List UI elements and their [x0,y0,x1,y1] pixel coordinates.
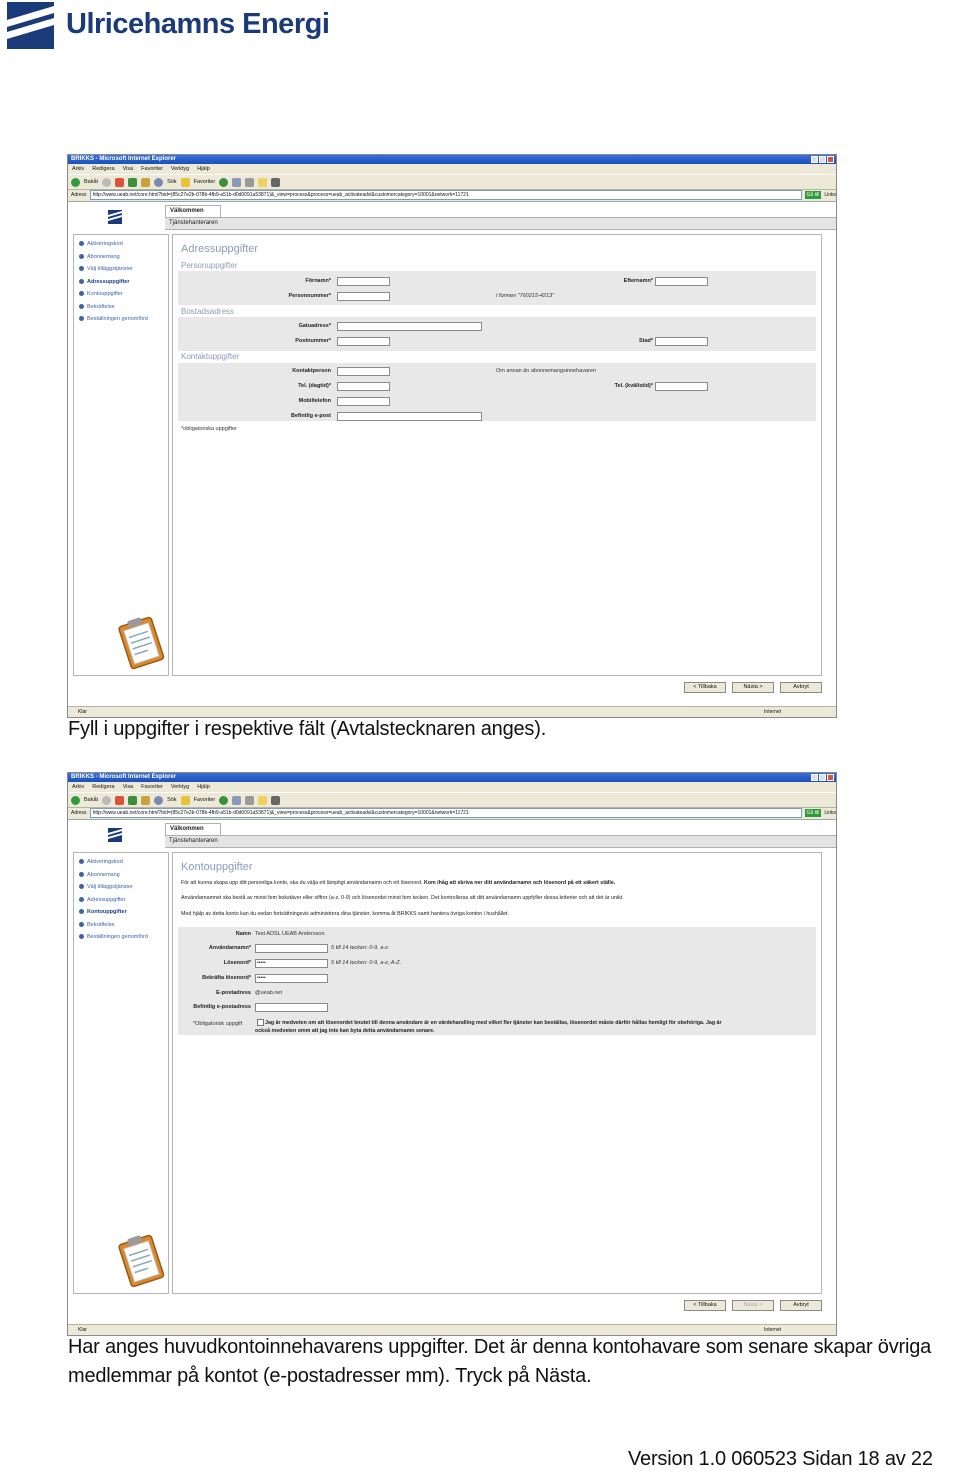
bullet-icon [79,922,84,927]
browser-toolbar [68,792,836,808]
close-icon[interactable] [827,156,834,163]
minimize-icon[interactable] [811,774,818,781]
menu-item[interactable]: Redigera [92,166,115,172]
email-label: E-postadress [216,990,251,996]
go-button[interactable]: Gå till [806,809,820,816]
username-input[interactable] [255,944,328,953]
forward-arrow-icon[interactable] [102,178,111,187]
print-icon[interactable] [245,796,254,805]
phone-evening-label: Tel. (kvällstid)* [614,383,653,389]
company-logo-text: Ulricehamns Energi [66,8,330,40]
bullet-icon [79,291,84,296]
caption-2-line-1: Har anges huvudkontoinnehavarens uppgifter. Det är denna kontohavare som senare skapar övriga [68,1336,932,1358]
status-text: Klar [78,1327,87,1333]
bullet-icon [79,909,84,914]
status-bar [68,1324,836,1335]
bullet-icon [79,254,84,259]
contact-input[interactable] [337,367,390,376]
mail-icon[interactable] [232,796,241,805]
phone-day-input[interactable] [337,382,390,391]
app-logo-icon [108,828,122,842]
search-button-label[interactable]: Sök [167,179,177,185]
required-note: *obligatoriska uppgifter [181,426,237,432]
personnr-hint: I formen "760215-4213" [496,293,555,299]
bullet-icon [79,316,84,321]
clipboard-icon [112,1231,170,1289]
nav-item-addons[interactable]: Välj tilläggstjänster [79,884,133,890]
tools-icon[interactable] [271,796,280,805]
back-button[interactable]: < Tillbaka [684,682,726,693]
tab-welcome[interactable]: Välkommen [165,205,221,217]
phone-evening-input[interactable] [655,382,708,391]
links-label[interactable]: Links [824,191,836,198]
status-zone: Internet [764,709,781,715]
cancel-button[interactable]: Avbryt [780,682,822,693]
search-icon[interactable] [154,178,163,187]
links-label[interactable]: Links [824,809,836,816]
lastname-input[interactable] [655,277,708,286]
favorites-button-label[interactable]: Favoriter [193,179,216,185]
back-button-label[interactable]: Bakåt [84,797,99,803]
tab-service-manager[interactable]: Tjänstehanteraren [165,217,836,230]
menu-item[interactable]: Visa [122,784,134,790]
account-form [172,852,822,1294]
personnr-label: Personnummer* [288,293,331,299]
address-form [172,234,822,676]
history-icon[interactable] [219,796,228,805]
favorites-star-icon[interactable] [181,796,190,805]
menu-bar [68,164,836,174]
browser-toolbar [68,174,836,190]
refresh-icon[interactable] [128,178,137,187]
nav-item-account[interactable]: Kontouppgifter [79,291,123,297]
contact-label: Kontaktperson [292,368,331,374]
wizard-buttons [684,682,822,693]
caption-2-line-2: medlemmar på kontot (e-postadresser mm). Tryck på Nästa. [68,1365,592,1387]
bullet-icon [79,266,84,271]
menu-item[interactable]: Favoriter [141,784,163,790]
bullet-icon [79,241,84,246]
email-value: @ueab.net [255,990,282,996]
tab-service-manager[interactable]: Tjänstehanteraren [165,835,836,848]
refresh-icon[interactable] [128,796,137,805]
nav-item-address[interactable]: Adressuppgifter [79,279,129,285]
menu-bar [68,782,836,792]
name-value: Test ADSL UEAB Andersson [255,931,325,937]
firstname-input[interactable] [337,277,390,286]
username-hint: 5 till 14 tecken: 0-9, a-z. [331,945,390,951]
nav-item-completed[interactable]: Beställningen genomförd [79,316,148,322]
bullet-icon [79,304,84,309]
wizard-buttons [684,1300,822,1311]
personal-band [178,271,816,305]
menu-item[interactable]: Verktyg [170,784,190,790]
menu-item[interactable]: Visa [122,166,134,172]
next-button[interactable]: Nästa > [732,682,774,693]
home-icon[interactable] [141,178,150,187]
maximize-icon[interactable] [819,156,826,163]
street-label: Gatuadress* [298,323,331,329]
mail-icon[interactable] [232,178,241,187]
zip-label: Postnummer* [295,338,331,344]
window-titlebar [68,155,836,164]
nav-item-subscription[interactable]: Abonnemang [79,254,120,260]
existing-email-input[interactable] [255,1003,328,1012]
consent-text: Jag är medveten om att lösenordet knutet till denna användare är en värdehandling med vilket fler tjänster kan beställas, lösenordet måste därför hållas hemligt för obehöriga. Jag är också medveten omm att jag inte kan byta detta användarnamn senare. [255,1020,722,1034]
page-title: Kontouppgifter [181,861,253,873]
status-bar [68,706,836,717]
firstname-label: Förnamn* [305,278,331,284]
address-bar [68,807,836,818]
address-bar [68,189,836,200]
name-label: Namn [235,931,251,937]
search-icon[interactable] [154,796,163,805]
bullet-icon [79,897,84,902]
mobile-input[interactable] [337,397,390,406]
address-input[interactable]: http://www.ueab.net/core.html?bid=(85c27e2b-078b-4fb9-a51b-d0d0091a53871)&_view=process&process=ueab_activateadsl&customercategory=10001&network=11721 [90,808,802,818]
lastname-label: Efternamn* [623,278,653,284]
menu-item[interactable]: Hjälp [197,166,210,172]
email-label: Befintlig e-post [290,413,331,419]
menu-item[interactable]: Arkiv [72,784,85,790]
tab-welcome[interactable]: Välkommen [165,823,221,835]
window-title: BRIKKS - Microsoft Internet Explorer [71,774,177,780]
wizard-nav [73,234,169,676]
page-footer: Version 1.0 060523 Sidan 18 av 22 [628,1448,933,1470]
email-input[interactable] [337,412,482,421]
favorites-star-icon[interactable] [181,178,190,187]
tools-icon[interactable] [271,178,280,187]
back-button[interactable]: < Tillbaka [684,1300,726,1311]
menu-item[interactable]: Arkiv [72,166,85,172]
password-label: Lösenord* [223,960,251,966]
bullet-icon [79,872,84,877]
page-title: Adressuppgifter [181,243,259,255]
menu-item[interactable]: Verktyg [170,166,190,172]
back-arrow-icon[interactable] [71,178,80,187]
back-arrow-icon[interactable] [71,796,80,805]
required-note: *Obligatorisk uppgift [193,1021,243,1027]
nav-item-addons[interactable]: Välj tilläggstjänster [79,266,133,272]
minimize-icon[interactable] [811,156,818,163]
mobile-label: Mobiltelefon [298,398,331,404]
bullet-icon [79,884,84,889]
cancel-button[interactable]: Avbryt [780,1300,822,1311]
city-input[interactable] [655,337,708,346]
status-zone: Internet [764,1327,781,1333]
intro-text-3: Med hjälp av detta konto kan du sedan fortsättningsvis administrera dina tjänster, komma åt BRIKKS samt hantera övriga konton i hushållet. [181,911,509,917]
section-postal: Bostadsadress [181,307,234,316]
status-text: Klar [78,709,87,715]
stop-icon[interactable] [115,796,124,805]
history-icon[interactable] [219,178,228,187]
menu-item[interactable]: Redigera [92,784,115,790]
browser-window-address [67,154,837,718]
caption-1: Fyll i uppgifter i respektive fält (Avtalstecknaren anges). [68,718,547,740]
go-button[interactable]: Gå till [806,191,820,198]
window-titlebar [68,773,836,782]
nav-item-activation-code[interactable]: Aktiveringskod [79,859,123,865]
section-contact: Kontaktuppgifter [181,352,240,361]
bullet-icon [79,279,84,284]
stop-icon[interactable] [115,178,124,187]
address-label: Adress [71,809,87,816]
bullet-icon [79,859,84,864]
password-input[interactable]: ••••• [255,959,328,968]
window-title: BRIKKS - Microsoft Internet Explorer [71,156,177,162]
confirm-password-input[interactable]: ••••• [255,974,328,983]
intro-text-1: För att kunna skapa upp ditt personliga konto, ska du välja ett lämpligt användarnamn och ett lösenord. Kom ihåg att skriva ner ditt användarnamn och lösenord på ett säkert ställe. [181,880,616,886]
maximize-icon[interactable] [819,774,826,781]
username-label: Användarnamn* [208,945,251,951]
personnr-input[interactable] [337,292,390,301]
bullet-icon [79,934,84,939]
forward-arrow-icon[interactable] [102,796,111,805]
folder-icon[interactable] [258,796,267,805]
app-area [68,819,836,1325]
contact-hint: Om annan än abonnemangsinnehavaren [496,368,596,374]
print-icon[interactable] [245,178,254,187]
app-logo-icon [108,210,122,224]
intro-text-2: Användarnamnet ska bestå av minst fem bokstäver eller siffror (a-z, 0-9) och lösenordet minst fem tecken. Det kontrolleras att ditt användarnamn uppfyller dessa kriterier och att det är unikt. [181,895,624,901]
phone-day-label: Tel. (dagtid)* [298,383,331,389]
menu-item[interactable]: Favoriter [141,166,163,172]
zip-input[interactable] [337,337,390,346]
nav-item-subscription[interactable]: Abonnemang [79,872,120,878]
nav-item-completed[interactable]: Beställningen genomförd [79,934,148,940]
password-hint: 5 till 14 tecken: 0-9, a-z, A-Z. [331,960,402,966]
favorites-button-label[interactable]: Favoriter [193,797,216,803]
nav-item-confirmation[interactable]: Bekräftelse [79,304,115,310]
wizard-nav [73,852,169,1294]
home-icon[interactable] [141,796,150,805]
existing-email-label: Befintlig e-postadress [193,1004,251,1010]
back-button-label[interactable]: Bakåt [84,179,99,185]
search-button-label[interactable]: Sök [167,797,177,803]
city-label: Stad* [638,338,653,344]
browser-window-account [67,772,837,1336]
clipboard-icon [112,613,170,671]
section-personal: Personuppgifter [181,261,238,270]
next-button[interactable]: Nästa > [732,1300,774,1311]
street-input[interactable] [337,322,482,331]
nav-item-account[interactable]: Kontouppgifter [79,909,127,915]
folder-icon[interactable] [258,178,267,187]
nav-item-activation-code[interactable]: Aktiveringskod [79,241,123,247]
app-area [68,201,836,707]
confirm-password-label: Bekräfta lösenord* [202,975,251,981]
address-label: Adress [71,191,87,198]
nav-item-address[interactable]: Adressuppgifter [79,897,126,903]
close-icon[interactable] [827,774,834,781]
nav-item-confirmation[interactable]: Bekräftelse [79,922,115,928]
address-input[interactable]: http://www.ueab.net/core.html?bid=(85c27e2b-078b-4fb9-a51b-d0d0091a53871)&_view=process&process=ueab_activateadsl&customercategory=10001&network=11721 [90,190,802,200]
company-logo-icon [7,2,54,49]
menu-item[interactable]: Hjälp [197,784,210,790]
